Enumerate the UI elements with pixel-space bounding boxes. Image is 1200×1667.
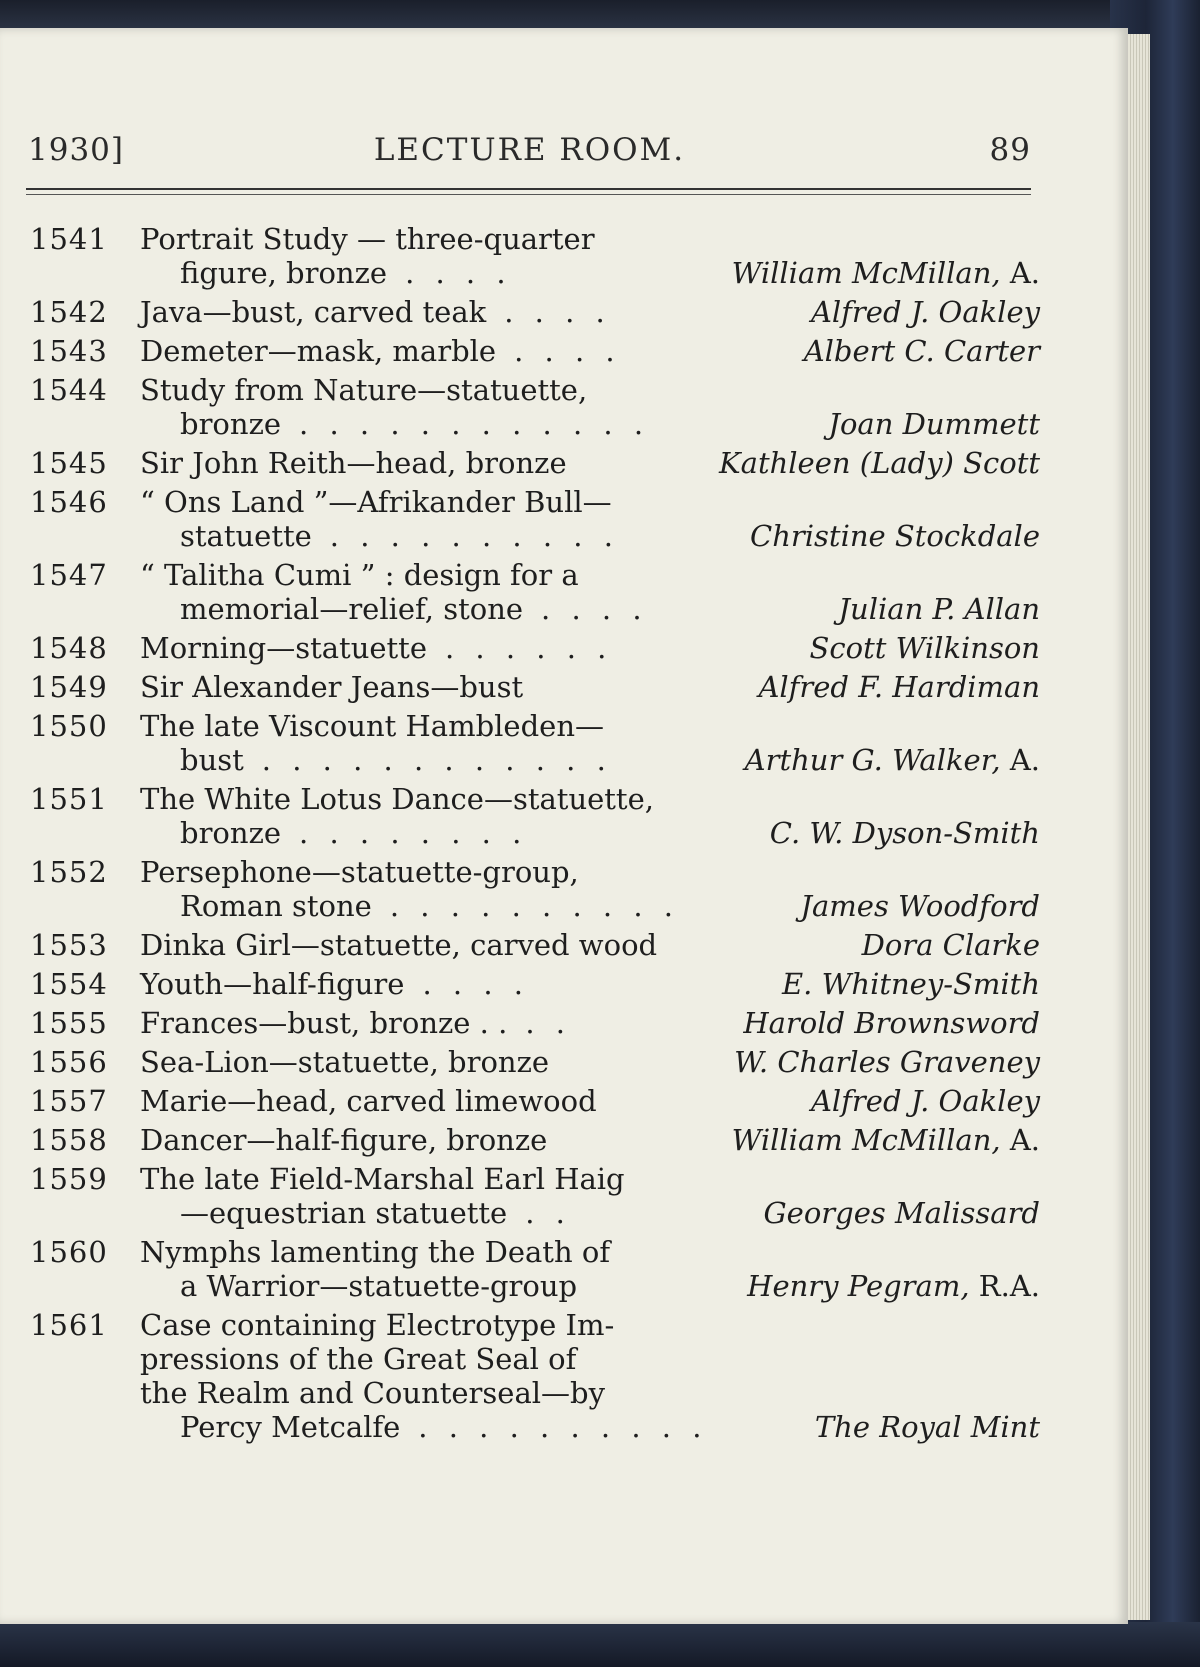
entry-number: 1561 [30, 1308, 108, 1342]
catalogue-entry [30, 1123, 1040, 1157]
catalogue-entry [30, 670, 1040, 704]
entry-body [140, 1235, 1040, 1303]
entry-final-line [140, 670, 1040, 704]
entry-body [140, 1084, 1040, 1118]
entry-artist [732, 1123, 1040, 1157]
entry-description-line: “ Talitha Cumi ” : design for a [140, 558, 579, 592]
catalogue-entry [30, 222, 1040, 290]
entry-body [140, 1123, 1040, 1157]
entry-body [140, 631, 1040, 665]
entry-artist [734, 1045, 1040, 1079]
artist-name: Arthur G. Walker, [744, 743, 1001, 777]
catalogue-list [30, 222, 1040, 1449]
entry-description-text: Frances—bust, bronze . . [140, 1006, 508, 1040]
entry-description-end [140, 670, 541, 704]
entry-artist [815, 1410, 1040, 1444]
entry-artist [862, 928, 1040, 962]
artist-name: Joan Dummett [828, 407, 1040, 441]
entry-description-end [180, 816, 527, 850]
entry-number: 1542 [30, 295, 108, 329]
leader-dots: . . . . [504, 295, 611, 329]
entry-description-end [180, 1410, 707, 1444]
catalogue-entry [30, 1084, 1040, 1118]
entry-final-line [140, 1045, 1040, 1079]
entry-final-line [140, 889, 1040, 923]
entry-description-text: —equestrian statuette [180, 1196, 508, 1230]
entry-body [140, 782, 1040, 850]
entry-description-text: Roman stone [180, 889, 372, 923]
entry-description-line: the Realm and Counterseal—by [140, 1376, 605, 1410]
entry-body [140, 222, 1040, 290]
entry-description-text: Dinka Girl—statuette, carved wood [140, 928, 658, 962]
entry-description-text: bust [180, 743, 244, 777]
running-header [28, 130, 1031, 178]
artist-name: Kathleen (Lady) Scott [719, 446, 1040, 480]
entry-description-end [140, 1123, 565, 1157]
entry-number: 1545 [30, 446, 108, 480]
artist-name: Henry Pegram, [747, 1269, 970, 1303]
entry-artist [804, 334, 1040, 368]
entry-final-line [140, 295, 1040, 329]
artist-name: Harold Brownsword [743, 1006, 1040, 1040]
entry-body [140, 1162, 1040, 1230]
entry-artist [810, 631, 1041, 665]
leader-dots [597, 1084, 615, 1118]
leader-dots: . . . . [422, 967, 529, 1001]
header-title: LECTURE ROOM. [373, 132, 686, 168]
artist-honours: A. [1009, 256, 1040, 290]
leader-dots: . . [525, 1196, 571, 1230]
entry-description-line: The late Viscount Hambleden— [140, 709, 604, 743]
entry-artist [719, 446, 1040, 480]
leader-dots: . . . . . . . . . . [329, 519, 619, 553]
leader-dots [567, 446, 585, 480]
entry-description-end [140, 967, 529, 1001]
entry-description-end [140, 928, 675, 962]
entry-description-text: Morning—statuette [140, 631, 427, 665]
entry-final-line [140, 1006, 1040, 1040]
page-edges [1128, 34, 1150, 1620]
entry-number: 1555 [30, 1006, 108, 1040]
artist-name: C. W. Dyson-Smith [769, 816, 1040, 850]
artist-name: James Woodford [800, 889, 1040, 923]
entry-description-end [180, 407, 649, 441]
entry-artist [758, 670, 1040, 704]
entry-description-end [180, 519, 619, 553]
entry-description-text: statuette [180, 519, 312, 553]
entry-final-line [140, 816, 1040, 850]
catalogue-entry [30, 485, 1040, 553]
catalogue-entry [30, 446, 1040, 480]
entry-description-text: figure, bronze [180, 256, 388, 290]
entry-body [140, 485, 1040, 553]
header-rule [26, 188, 1031, 190]
entry-description-end [180, 592, 648, 626]
entry-description-end [180, 743, 612, 777]
book-cover-top [0, 0, 1200, 30]
artist-name: W. Charles Graveney [734, 1045, 1040, 1079]
entry-body [140, 1045, 1040, 1079]
entry-artist [838, 592, 1040, 626]
catalogue-entry [30, 334, 1040, 368]
artist-name: Albert C. Carter [803, 334, 1040, 368]
catalogue-entry [30, 967, 1040, 1001]
entry-description-end [180, 1269, 595, 1303]
page-number: 89 [989, 132, 1031, 168]
entry-description-line: pressions of the Great Seal of [140, 1342, 577, 1376]
entry-description-line: The late Field-Marshal Earl Haig [140, 1162, 625, 1196]
leader-dots [547, 1123, 565, 1157]
entry-description-end [180, 889, 679, 923]
entry-description-end [140, 295, 611, 329]
artist-name: Scott Wilkinson [809, 631, 1040, 665]
entry-body [140, 1006, 1040, 1040]
catalogue-entry [30, 1045, 1040, 1079]
entry-number: 1553 [30, 928, 108, 962]
artist-name: Dora Clarke [861, 928, 1040, 962]
entry-description-text: Dancer—half-figure, bronze [140, 1123, 548, 1157]
artist-name: E. Whitney-Smith [781, 967, 1040, 1001]
entry-body [140, 855, 1040, 923]
entry-final-line [140, 592, 1040, 626]
entry-number: 1554 [30, 967, 108, 1001]
entry-final-line [140, 1269, 1040, 1303]
leader-dots: . . . . [514, 334, 621, 368]
header-year: 1930] [28, 132, 124, 168]
entry-body [140, 709, 1040, 777]
catalogue-entry [30, 782, 1040, 850]
entry-artist [750, 519, 1040, 553]
catalogue-entry [30, 558, 1040, 626]
entry-final-line [140, 1084, 1040, 1118]
artist-honours: A. [1009, 1123, 1040, 1157]
entry-number: 1556 [30, 1045, 108, 1079]
entry-number: 1547 [30, 558, 108, 592]
artist-name: Georges Malissard [763, 1196, 1040, 1230]
artist-name: Alfred F. Hardiman [758, 670, 1040, 704]
entry-description-line: “ Ons Land ”—Afrikander Bull— [140, 485, 612, 519]
entry-final-line [140, 743, 1040, 777]
entry-body [140, 670, 1040, 704]
leader-dots: . . . . . . . . [299, 816, 528, 850]
catalogue-entry [30, 855, 1040, 923]
entry-body [140, 446, 1040, 480]
entry-artist [811, 1084, 1040, 1118]
entry-description-text: Sir John Reith—head, bronze [140, 446, 567, 480]
entry-description-text: Java—bust, carved teak [140, 295, 487, 329]
entry-artist [770, 816, 1040, 850]
entry-artist [743, 1006, 1040, 1040]
entry-description-text: Marie—head, carved limewood [140, 1084, 597, 1118]
entry-artist [782, 967, 1040, 1001]
entry-description-end [140, 1006, 571, 1040]
leader-dots [657, 928, 675, 962]
leader-dots: . . . . [541, 592, 648, 626]
entry-artist [764, 1196, 1041, 1230]
entry-number: 1558 [30, 1123, 108, 1157]
entry-final-line [140, 1410, 1040, 1444]
entry-description-text: Youth—half-figure [140, 967, 405, 1001]
entry-artist [747, 1269, 1040, 1303]
entry-description-text: bronze [180, 407, 282, 441]
entry-number: 1559 [30, 1162, 108, 1196]
leader-dots [577, 1269, 595, 1303]
entry-description-line: Nymphs lamenting the Death of [140, 1235, 611, 1269]
leader-dots: . . . . [405, 256, 512, 290]
entry-description-text: Demeter—mask, marble [140, 334, 497, 368]
leader-dots: . . . . . . [445, 631, 613, 665]
entry-description-line: Portrait Study — three-quarter [140, 222, 595, 256]
entry-body [140, 558, 1040, 626]
entry-artist [811, 295, 1040, 329]
entry-number: 1548 [30, 631, 108, 665]
entry-description-end [140, 334, 621, 368]
artist-name: William McMillan, [731, 256, 1001, 290]
entry-final-line [140, 407, 1040, 441]
entry-body [140, 967, 1040, 1001]
entry-final-line [140, 1196, 1040, 1230]
entry-final-line [140, 519, 1040, 553]
leader-dots [523, 670, 541, 704]
entry-description-end [140, 631, 612, 665]
catalogue-entry [30, 709, 1040, 777]
entry-number: 1546 [30, 485, 108, 519]
leader-dots: . . . . . . . . . . [389, 889, 679, 923]
artist-name: The Royal Mint [814, 1410, 1040, 1444]
artist-honours: A. [1009, 743, 1040, 777]
artist-name: Alfred J. Oakley [810, 1084, 1040, 1118]
entry-final-line [140, 256, 1040, 290]
entry-description-end [180, 1196, 571, 1230]
entry-artist [732, 256, 1040, 290]
leader-dots: . . . . . . . . . . . . [261, 743, 612, 777]
artist-name: Christine Stockdale [750, 519, 1040, 553]
entry-number: 1552 [30, 855, 108, 889]
entry-description-text: Percy Metcalfe [180, 1410, 401, 1444]
book-cover-bottom [0, 1622, 1200, 1667]
entry-number: 1541 [30, 222, 108, 256]
catalogue-entry [30, 1162, 1040, 1230]
artist-name: Alfred J. Oakley [810, 295, 1040, 329]
catalogue-entry [30, 1006, 1040, 1040]
entry-final-line [140, 967, 1040, 1001]
catalogue-entry [30, 1308, 1040, 1444]
entry-description-end [140, 446, 585, 480]
entry-artist [828, 407, 1040, 441]
leader-dots: . . . . . . . . . . . . [299, 407, 650, 441]
entry-description-end [180, 256, 512, 290]
entry-artist [800, 889, 1040, 923]
leader-dots: . . [525, 1006, 571, 1040]
entry-description-end [140, 1045, 567, 1079]
entry-description-end [140, 1084, 615, 1118]
entry-description-text: a Warrior—statuette-group [180, 1269, 578, 1303]
entry-final-line [140, 631, 1040, 665]
entry-final-line [140, 928, 1040, 962]
entry-number: 1544 [30, 373, 108, 407]
entry-number: 1550 [30, 709, 108, 743]
entry-body [140, 295, 1040, 329]
leader-dots [549, 1045, 567, 1079]
entry-description-text: memorial—relief, stone [180, 592, 524, 626]
entry-description-text: bronze [180, 816, 282, 850]
entry-body [140, 1308, 1040, 1444]
entry-number: 1557 [30, 1084, 108, 1118]
entry-description-line: The White Lotus Dance—statuette, [140, 782, 654, 816]
catalogue-entry [30, 295, 1040, 329]
entry-final-line [140, 1123, 1040, 1157]
header-rule-thin [26, 194, 1031, 195]
entry-final-line [140, 334, 1040, 368]
catalogue-entry [30, 373, 1040, 441]
entry-final-line [140, 446, 1040, 480]
entry-body [140, 928, 1040, 962]
entry-description-line: Study from Nature—statuette, [140, 373, 588, 407]
entry-description-text: Sir Alexander Jeans—bust [140, 670, 524, 704]
entry-description-line: Case containing Electrotype Im- [140, 1308, 615, 1342]
entry-number: 1543 [30, 334, 108, 368]
artist-name: William McMillan, [731, 1123, 1001, 1157]
artist-name: Julian P. Allan [838, 592, 1040, 626]
entry-description-text: Sea-Lion—statuette, bronze [140, 1045, 550, 1079]
artist-honours: R.A. [978, 1269, 1040, 1303]
leader-dots: . . . . . . . . . . [418, 1410, 708, 1444]
entry-body [140, 373, 1040, 441]
catalogue-entry [30, 928, 1040, 962]
entry-number: 1551 [30, 782, 108, 816]
entry-artist [745, 743, 1040, 777]
catalogue-entry [30, 631, 1040, 665]
entry-number: 1549 [30, 670, 108, 704]
catalogue-entry [30, 1235, 1040, 1303]
entry-number: 1560 [30, 1235, 108, 1269]
entry-description-line: Persephone—statuette-group, [140, 855, 579, 889]
entry-body [140, 334, 1040, 368]
